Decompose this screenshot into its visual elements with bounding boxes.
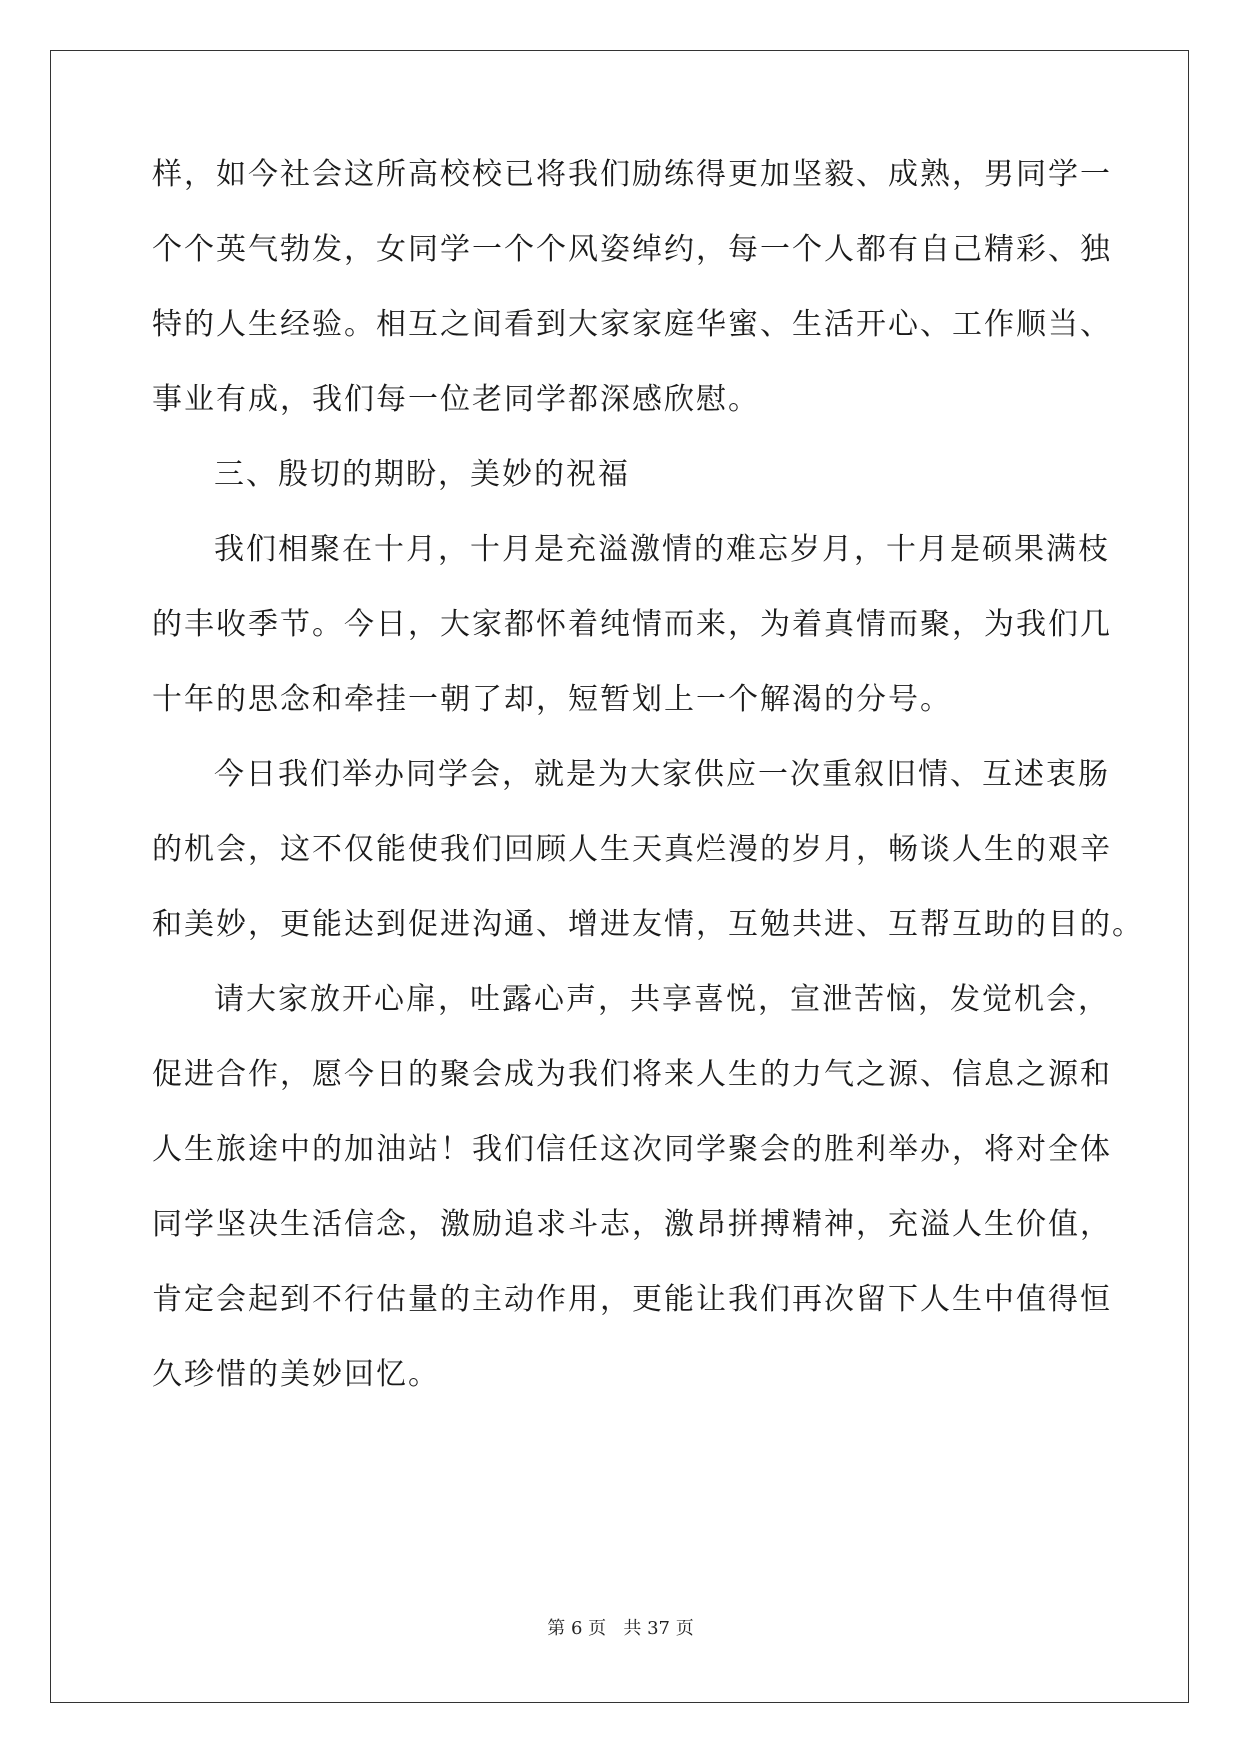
text-line: 促进合作，愿今日的聚会成为我们将来人生的力气之源、信息之源和 xyxy=(152,1057,1112,1092)
text-line: 的丰收季节。今日，大家都怀着纯情而来，为着真情而聚，为我们几 xyxy=(152,607,1112,642)
text-line: 肯定会起到不行估量的主动作用，更能让我们再次留下人生中值得恒 xyxy=(152,1282,1112,1317)
text-line: 样，如今社会这所高校校已将我们励练得更加坚毅、成熟，男同学一 xyxy=(152,157,1112,192)
text-line: 久珍惜的美妙回忆。 xyxy=(152,1357,440,1392)
text-line: 个个英气勃发，女同学一个个风姿绰约，每一个人都有自己精彩、独 xyxy=(152,232,1112,267)
text-line: 同学坚决生活信念，激励追求斗志，激昂拼搏精神，充溢人生价值， xyxy=(152,1207,1112,1242)
page-border xyxy=(50,50,1189,1703)
text-line: 事业有成，我们每一位老同学都深感欣慰。 xyxy=(152,382,760,417)
paragraph-first-line: 我们相聚在十月，十月是充溢激情的难忘岁月，十月是硕果满枝 xyxy=(214,532,1110,567)
paragraph-first-line: 今日我们举办同学会，就是为大家供应一次重叙旧情、互述衷肠 xyxy=(214,757,1110,792)
paragraph-first-line: 请大家放开心扉，吐露心声，共享喜悦，宣泄苦恼，发觉机会， xyxy=(214,982,1110,1017)
text-line: 和美妙，更能达到促进沟通、增进友情，互勉共进、互帮互助的目的。 xyxy=(152,907,1144,942)
text-line: 十年的思念和牵挂一朝了却，短暂划上一个解渴的分号。 xyxy=(152,682,952,717)
text-line: 人生旅途中的加油站！我们信任这次同学聚会的胜利举办，将对全体 xyxy=(152,1132,1112,1167)
text-line: 的机会，这不仅能使我们回顾人生天真烂漫的岁月，畅谈人生的艰辛 xyxy=(152,832,1112,867)
page-number: 第 6 页 共 37 页 xyxy=(547,1618,694,1639)
section-heading: 三、殷切的期盼，美妙的祝福 xyxy=(214,457,630,492)
text-line: 特的人生经验。相互之间看到大家家庭华蜜、生活开心、工作顺当、 xyxy=(152,307,1112,342)
